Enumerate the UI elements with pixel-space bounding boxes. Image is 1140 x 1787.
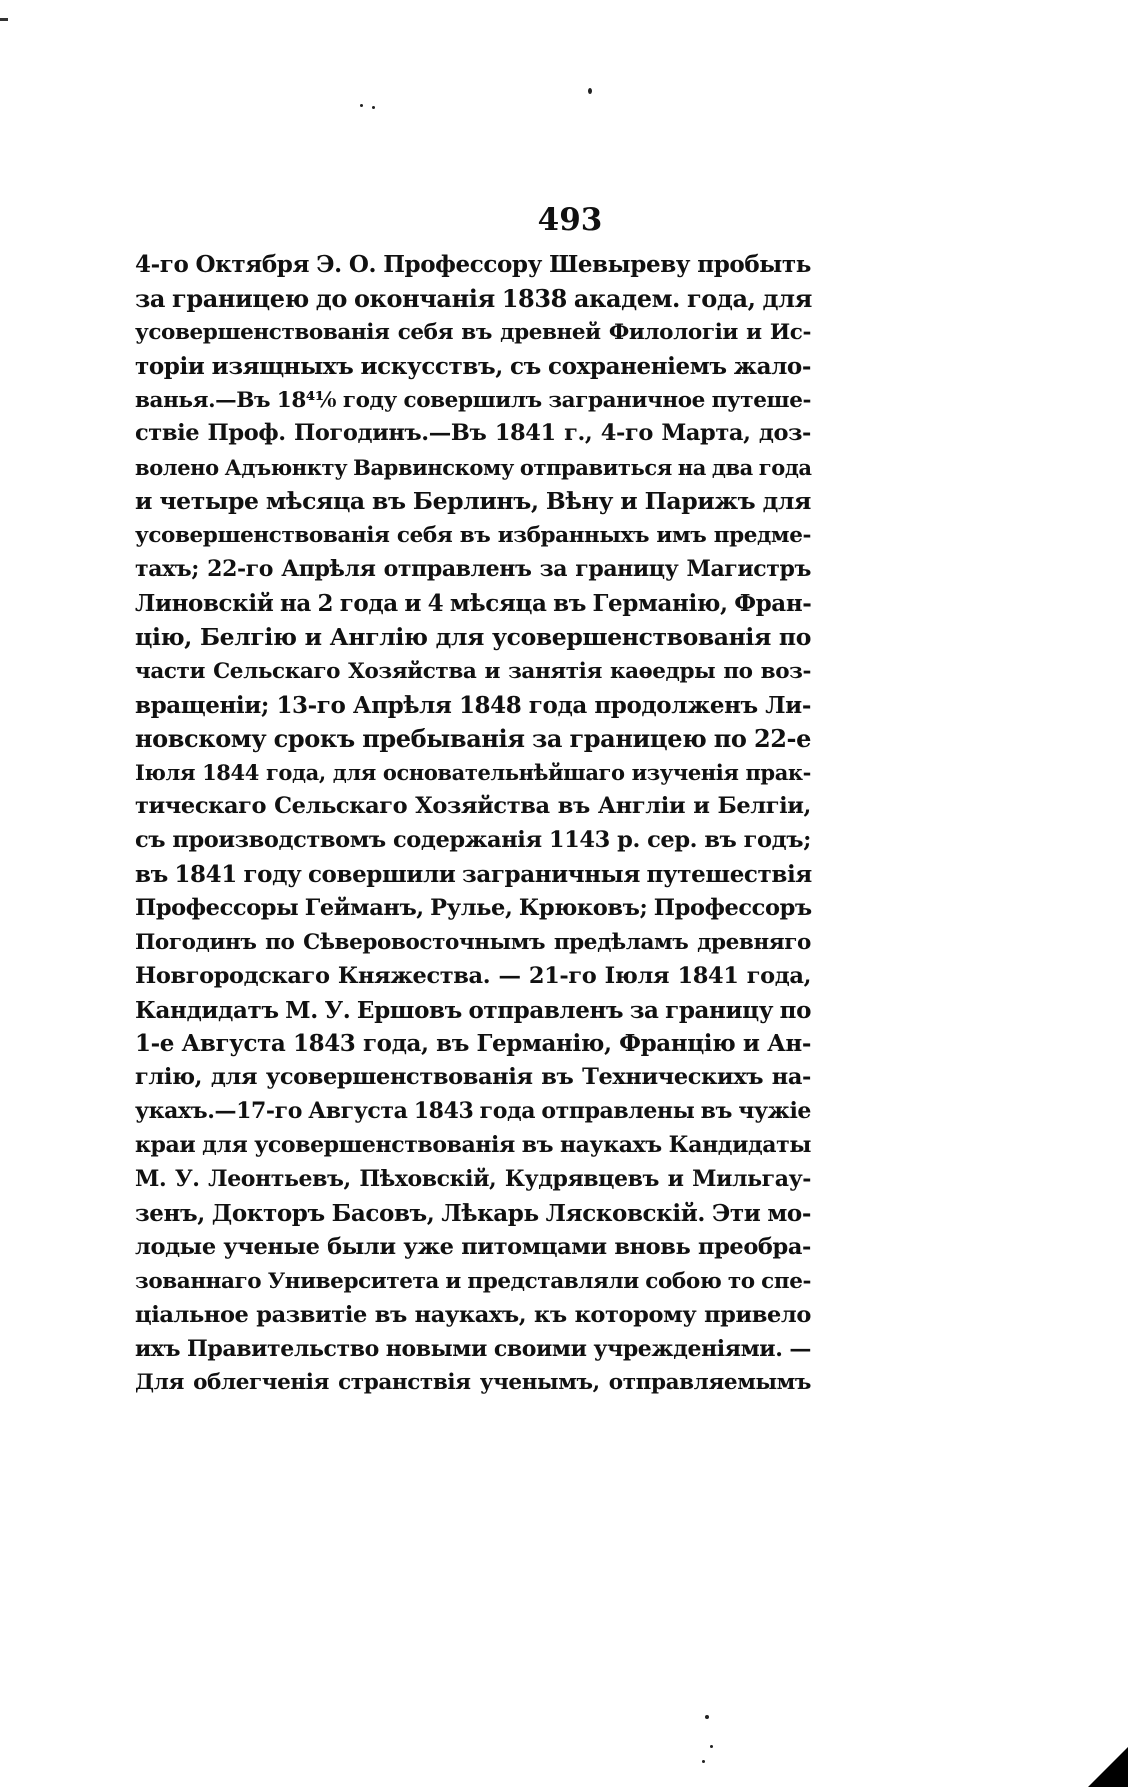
text-line: Кандидатъ М. У. Ершовъ отправленъ за границу по	[135, 996, 812, 1024]
text-line: ствіе Проф. Погодинъ.—Въ 1841 г., 4-го Марта, доз-	[135, 420, 811, 447]
text-line: краи для усовершенствованія въ наукахъ Кандидаты	[135, 1132, 811, 1159]
text-line: Линовскій на 2 года и 4 мѣсяца въ Германію, Фран-	[135, 589, 812, 617]
text-line: глію, для усовершенствованія въ Техническихъ на-	[135, 1064, 811, 1091]
text-line: съ производствомъ содержанія 1143 р. сер. въ годъ;	[135, 827, 811, 854]
scan-speck	[360, 104, 363, 107]
text-line: Новгородскаго Княжества. — 21-го Іюля 1841 года,	[135, 962, 811, 989]
text-line: волено Адъюнкту Варвинскому отправиться на два года	[135, 455, 812, 481]
text-line: и четыре мѣсяца въ Берлинъ, Вѣну и Парижъ для	[135, 487, 811, 516]
scan-speck	[588, 88, 592, 94]
text-line: тическаго Сельскаго Хозяйства въ Англіи и Белгіи,	[135, 793, 811, 820]
text-line: зенъ, Докторъ Басовъ, Лѣкарь Лясковскій. Эти мо-	[135, 1199, 811, 1227]
text-line: усовершенствованія себя въ избранныхъ имъ предме-	[135, 523, 811, 549]
text-line: лодые ученые были уже питомцами вновь преобра-	[135, 1233, 811, 1260]
text-line: ціальное развитіе въ наукахъ, къ которому привело	[135, 1301, 811, 1328]
scan-speck	[705, 1715, 709, 1719]
body-text	[135, 248, 811, 1400]
text-line: усовершенствованія себя въ древней Филологіи и Ис-	[135, 319, 811, 345]
text-line: за границею до окончанія 1838 академ. года, для	[135, 283, 812, 313]
text-line: Для облегченія странствія ученымъ, отправляемымъ	[135, 1370, 811, 1396]
text-line: цію, Белгію и Англію для усовершенствованія по	[135, 622, 811, 651]
scan-speck	[710, 1745, 713, 1748]
text-line: части Сельскаго Хозяйства и занятія каѳедры по воз-	[135, 658, 811, 684]
text-line: ихъ Правительство новыми своими учрежденіями. —	[135, 1335, 811, 1362]
text-line: М. У. Леонтьевъ, Пѣховскій, Кудрявцевъ и Мильгау-	[135, 1166, 811, 1193]
text-line: Погодинъ по Сѣверовосточнымъ предѣламъ древняго	[135, 929, 811, 955]
text-line: зованнаго Университета и представляли собою то спе-	[135, 1268, 811, 1294]
edge-mark	[0, 18, 8, 21]
text-line: 1-е Августа 1843 года, въ Германію, Францію и Ан-	[135, 1030, 811, 1058]
text-line: новскому срокъ пребыванія за границею по 22-е	[135, 724, 811, 754]
text-line: Іюля 1844 года, для основательнѣйшаго изученія прак-	[135, 760, 811, 786]
text-line: Профессоры Гейманъ, Рулье, Крюковъ; Профессоръ	[135, 894, 812, 921]
text-line: укахъ.—17-го Августа 1843 года отправлены въ чужіе	[135, 1098, 812, 1125]
page-number: 493	[537, 202, 603, 238]
text-line: торіи изящныхъ искусствъ, съ сохраненіемъ жало-	[135, 352, 811, 380]
text-line: ванья.—Въ 18⁴¹⁄₀ году совершилъ заграничное путеше-	[135, 387, 811, 413]
corner-mark	[1088, 1747, 1128, 1787]
text-line: тахъ; 22-го Апрѣля отправленъ за границу Магистръ	[135, 556, 811, 583]
text-line: вращеніи; 13-го Апрѣля 1848 года продолженъ Ли-	[135, 691, 811, 719]
text-line: въ 1841 году совершили заграничныя путешествія	[135, 861, 812, 889]
text-line: 4-го Октября Э. О. Профессору Шевыреву пробыть	[135, 251, 811, 278]
scan-speck	[372, 106, 375, 109]
scan-speck	[702, 1760, 705, 1763]
